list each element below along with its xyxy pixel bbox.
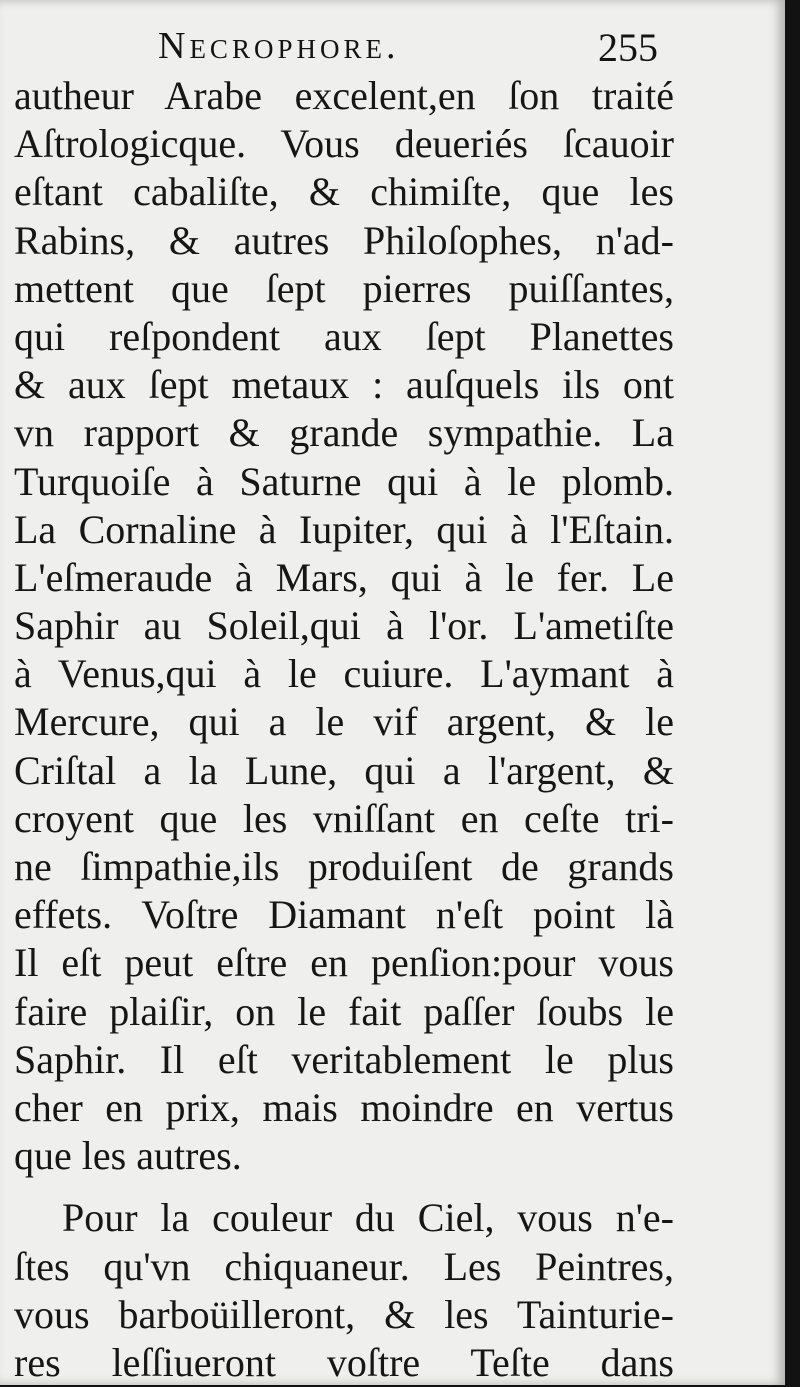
text-line: autheur Arabe excelent,en ſon traité <box>14 73 674 118</box>
text-line: Criſtal a la Lune, qui a l'argent, & <box>14 747 674 793</box>
page-number: 255 <box>598 25 658 70</box>
text-line: L'eſmeraude à Mars, qui à le fer. Le <box>14 554 674 600</box>
text-line: vous barboüilleront, & les Tainturie- <box>14 1291 674 1337</box>
scan-edge <box>785 0 800 1385</box>
body-text <box>14 72 674 1387</box>
text-line: vn rapport & grande sympathie. La <box>14 410 674 456</box>
text-line: que les autres. <box>14 1133 242 1179</box>
text-line: & aux ſept metaux : auſquels ils ont <box>14 362 674 408</box>
text-line: Saphir. Il eſt veritablement le plus <box>14 1036 674 1082</box>
text-line: mettent que ſept pierres puiſſantes, <box>14 265 674 311</box>
text-line: res leſſiueront voſtre Teſte dans <box>14 1339 674 1385</box>
running-title: Necrophore. <box>158 25 400 67</box>
text-line: cher en prix, mais moindre en vertus <box>14 1084 674 1130</box>
text-line: faire plaiſir, on le fait paſſer ſoubs le <box>14 988 674 1034</box>
text-line: Mercure, qui a le vif argent, & le <box>14 699 674 745</box>
text-line: ſtes qu'vn chiquaneur. Les Peintres, <box>14 1243 674 1289</box>
text-line: qui reſpondent aux ſept Planettes <box>14 313 674 359</box>
text-line: La Cornaline à Iupiter, qui à l'Eſtain. <box>14 506 674 552</box>
text-line: Aſtrologicque. Vous deueriés ſcauoir <box>14 121 674 167</box>
text-line: eſtant cabaliſte, & chimiſte, que les <box>14 169 674 215</box>
text-line: ne ſimpathie,ils produiſent de grands <box>14 844 674 889</box>
text-line: Saphir au Soleil,qui à l'or. L'ametiſte <box>14 603 674 649</box>
text-line: Rabins, & autres Philoſophes, n'ad- <box>14 217 674 263</box>
paragraph-first-line: Pour la couleur du Ciel, vous n'e- <box>62 1195 674 1241</box>
text-line: croyent que les vniſſant en ceſte tri- <box>14 795 674 841</box>
text-line: effets. Voſtre Diamant n'eſt point là <box>14 892 674 938</box>
text-line: à Venus,qui à le cuiure. L'aymant à <box>14 651 674 697</box>
page-header <box>18 8 658 68</box>
text-line: Turquoiſe à Saturne qui à le plomb. <box>14 458 674 504</box>
text-line: Il eſt peut eſtre en penſion:pour vous <box>14 940 674 986</box>
